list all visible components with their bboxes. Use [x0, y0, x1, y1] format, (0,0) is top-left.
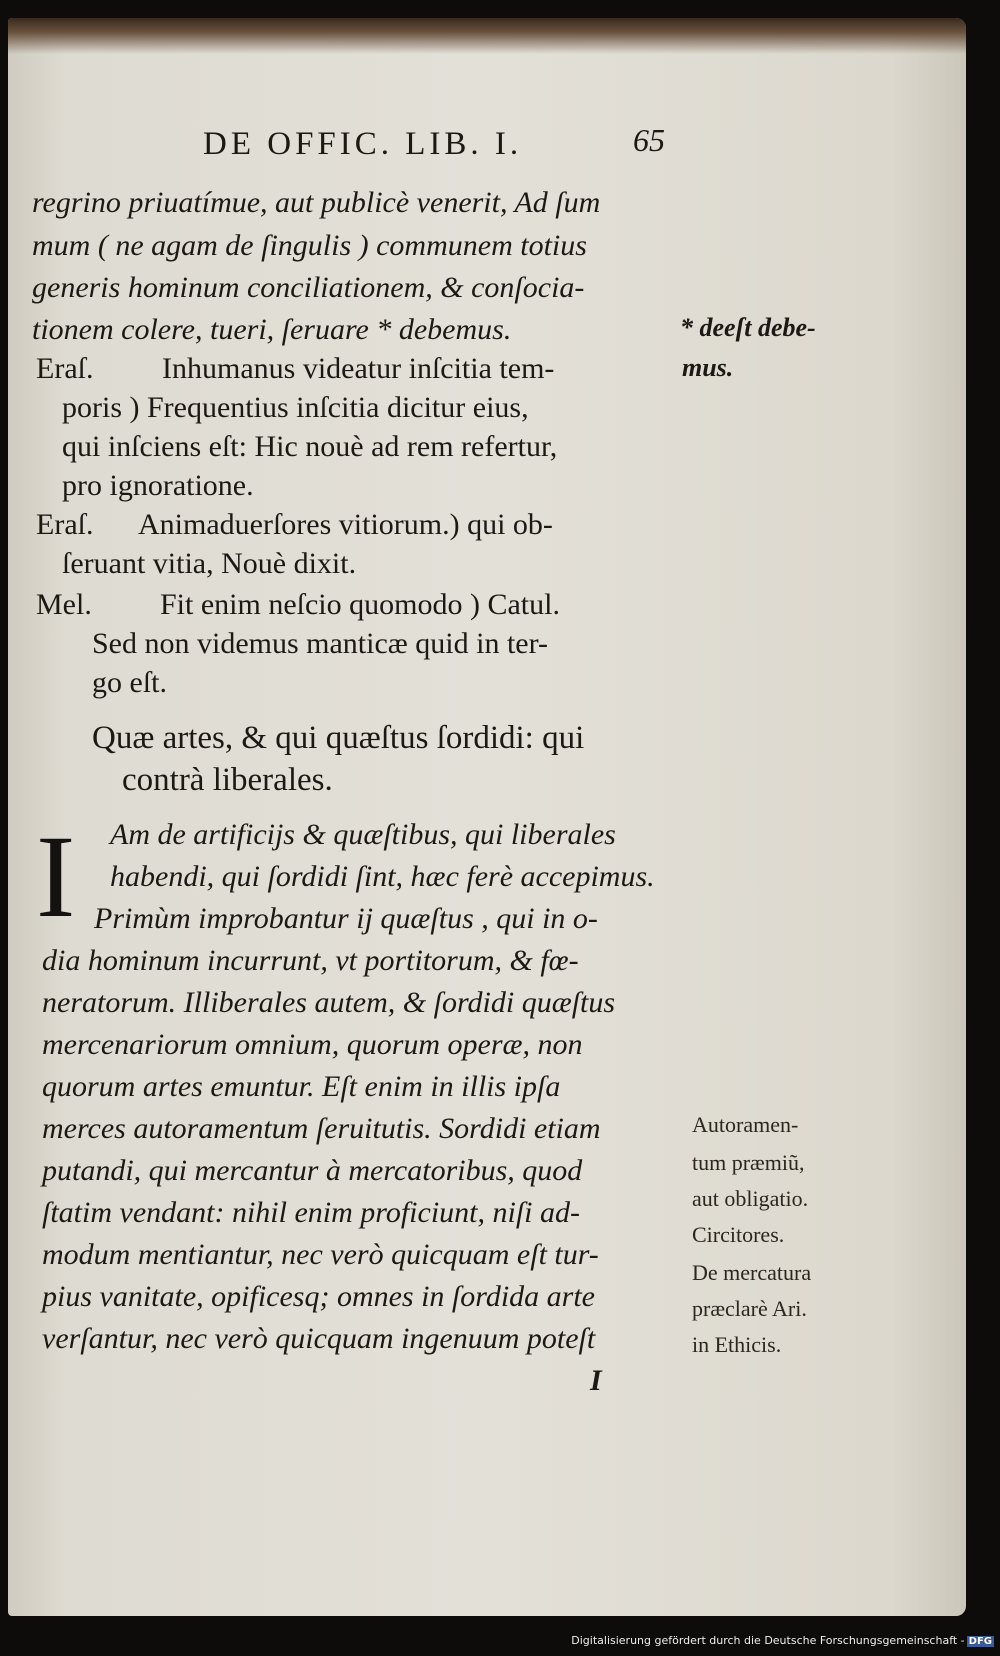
note-label: Mel.	[36, 588, 92, 621]
margin-gloss: Circitores.	[692, 1222, 785, 1247]
note-line: Fit enim neſcio quomodo ) Catul.	[160, 588, 560, 621]
body-line: mercenariorum omnium, quorum operæ, non	[42, 1028, 583, 1061]
page-top-edge	[8, 18, 966, 54]
margin-gloss: aut obligatio.	[692, 1186, 809, 1211]
body-line: modum mentiantur, nec verò quicquam eſt tur-	[42, 1238, 599, 1271]
margin-gloss: tum præmiũ,	[692, 1150, 805, 1175]
body-line: neratorum. Illiberales autem, & ſordidi quæſtus	[42, 986, 616, 1019]
margin-gloss: De mercatura	[692, 1260, 812, 1285]
note-line: go eſt.	[92, 666, 167, 699]
note-line: Inhumanus videatur inſcitia tem-	[162, 352, 555, 385]
body-line: pius vanitate, opificesq; omnes in ſordida arte	[42, 1280, 595, 1313]
margin-note-deest: mus.	[682, 353, 734, 382]
drop-cap: I	[36, 811, 76, 942]
body-line: putandi, qui mercantur à mercatoribus, quod	[42, 1154, 583, 1187]
body-line: generis hominum conciliationem, & conſocia-	[32, 271, 585, 304]
body-line: regrino priuatímue, aut publicè venerit, Ad ſum	[32, 186, 601, 219]
body-line: Am de artificijs & quæſtibus, qui liberales	[110, 818, 616, 851]
footer-text: Digitalisierung gefördert durch die Deutsche Forschungsgemeinschaft -	[571, 1634, 965, 1647]
footer-credit	[571, 1634, 994, 1647]
margin-note-deest: * deeſt debe-	[680, 313, 816, 342]
margin-gloss: in Ethicis.	[692, 1332, 782, 1357]
catchword: I	[590, 1364, 602, 1397]
note-line: Sed non videmus manticæ quid in ter-	[92, 627, 549, 660]
page-number: 65	[633, 122, 665, 158]
section-heading: Quæ artes, & qui quæſtus ſordidi: qui	[92, 720, 585, 756]
note-line: Animaduerſores vitiorum.) qui ob-	[138, 508, 553, 541]
body-line: dia hominum incurrunt, vt portitorum, & fœ-	[42, 944, 579, 977]
note-line: pro ignoratione.	[62, 469, 254, 502]
note-line: qui inſciens eſt: Hic nouè ad rem refertur,	[62, 430, 558, 463]
body-line: quorum artes emuntur. Eſt enim in illis ipſa	[42, 1070, 561, 1103]
body-line: merces autoramentum ſeruitutis. Sordidi etiam	[42, 1112, 601, 1145]
note-label: Eraſ.	[36, 508, 94, 541]
body-line: mum ( ne agam de ſingulis ) communem totius	[32, 229, 587, 262]
body-line: Primùm improbantur ij quæſtus , qui in o-	[94, 902, 598, 935]
body-line: tionem colere, tueri, ſeruare * debemus.	[32, 313, 512, 346]
section-heading: contrà liberales.	[122, 762, 333, 798]
running-title: DE OFFIC. LIB. I.	[203, 126, 523, 162]
body-line: ſtatim vendant: nihil enim proficiunt, niſi ad-	[42, 1196, 580, 1229]
margin-gloss: præclarè Ari.	[692, 1296, 807, 1321]
body-line: habendi, qui ſordidi ſint, hæc ferè accepimus.	[110, 860, 655, 893]
note-line: poris ) Frequentius inſcitia dicitur eius,	[62, 391, 529, 424]
dfg-logo: DFG	[968, 1636, 992, 1647]
body-line: verſantur, nec verò quicquam ingenuum poteſt	[42, 1322, 596, 1355]
note-label: Eraſ.	[36, 352, 94, 385]
margin-gloss: Autoramen-	[692, 1112, 799, 1137]
note-line: ſeruant vitia, Nouè dixit.	[62, 547, 357, 580]
